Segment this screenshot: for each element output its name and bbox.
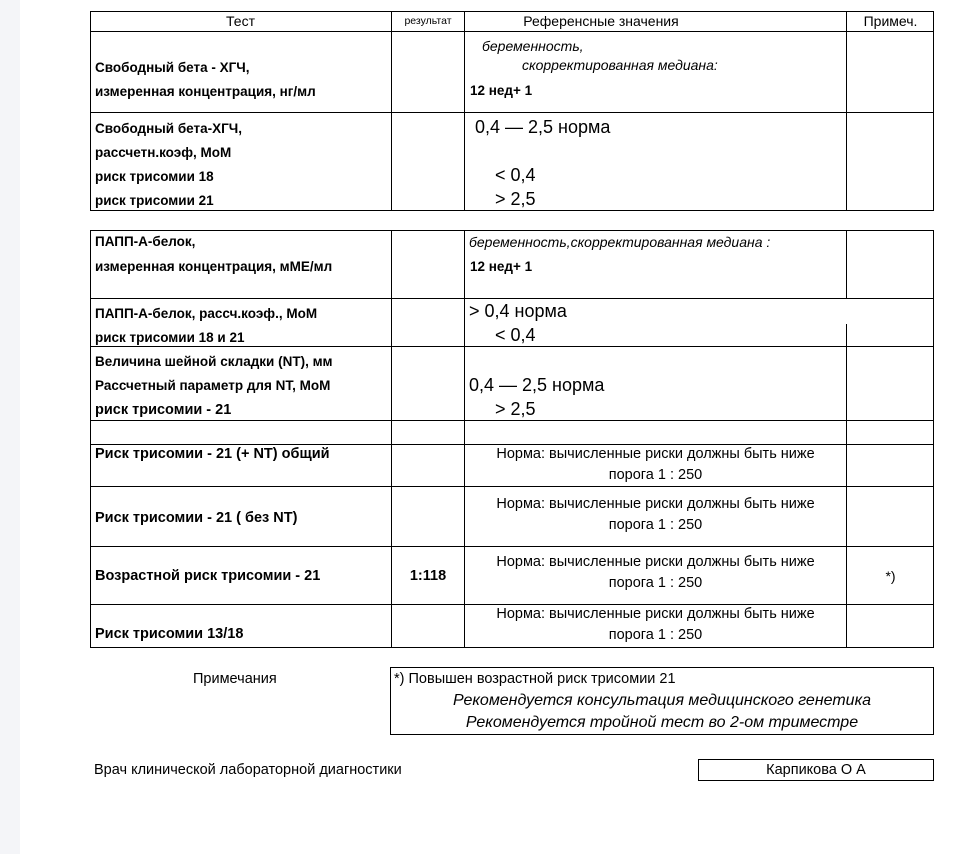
- notes-line-3: Рекомендуется тройной тест во 2-ом триместре: [465, 714, 859, 731]
- nt-name: Величина шейной складки (NT), мм: [95, 354, 333, 369]
- age-risk-ref-line1: Норма: вычисленные риски должны быть ниже: [496, 554, 815, 570]
- col-header-test: Тест: [226, 13, 255, 29]
- risk-total-name: Риск трисомии - 21 (+ NT) общий: [95, 446, 330, 462]
- free-beta-name: Свободный бета - ХГЧ,: [95, 60, 250, 75]
- risk-total-ref-line1: Норма: вычисленные риски должны быть ниже: [496, 446, 815, 462]
- notes-line-2: Рекомендуется консультация медицинского генетика: [452, 692, 872, 709]
- papp-mom-name: ПАПП-А-белок, рассч.коэф., МоМ: [95, 306, 318, 321]
- free-beta-mom-unit: рассчетн.коэф, МоМ: [95, 145, 232, 160]
- free-beta-risk-18: риск трисомии 18: [95, 169, 214, 184]
- signature-name: Карпикова О А: [766, 762, 866, 778]
- papp-name: ПАПП-А-белок,: [95, 234, 196, 249]
- col-header-result: результат: [404, 15, 452, 27]
- age-risk-ref: [465, 552, 846, 594]
- risk-13-18-ref: [465, 604, 846, 646]
- free-beta-mom-ref-low: < 0,4: [495, 165, 536, 185]
- nt-risk: риск трисомии - 21: [95, 402, 232, 418]
- papp-mom-ref-norm: > 0,4 норма: [469, 301, 567, 321]
- risk-no-nt-name: Риск трисомии - 21 ( без NT): [95, 510, 298, 526]
- papp-ref-median: беременность,скорректированная медиана :: [469, 234, 771, 250]
- free-beta-mom-ref-norm: 0,4 — 2,5 норма: [475, 117, 611, 137]
- papp-ref-week: 12 нед+ 1: [470, 259, 533, 274]
- free-beta-unit: измеренная концентрация, нг/мл: [95, 84, 316, 99]
- risk-total-ref-line2: порога 1 : 250: [608, 467, 703, 483]
- notes-line-1: *) Повышен возрастной риск трисомии 21: [394, 671, 676, 687]
- age-risk-result: 1:118: [409, 568, 447, 584]
- free-beta-ref-median: скорректированная медиана:: [522, 57, 718, 73]
- free-beta-mom-ref-high: > 2,5: [495, 189, 536, 209]
- age-risk-name: Возрастной риск трисомии - 21: [95, 568, 321, 584]
- risk-no-nt-ref: [465, 494, 846, 536]
- risk-13-18-ref-line2: порога 1 : 250: [608, 627, 703, 643]
- free-beta-mom-name: Свободный бета-ХГЧ,: [95, 121, 243, 136]
- papp-mom-risk: риск трисомии 18 и 21: [95, 330, 245, 345]
- free-beta-ref-pregnancy: беременность,: [482, 38, 584, 54]
- age-risk-ref-line2: порога 1 : 250: [608, 575, 703, 591]
- risk-13-18-ref-line1: Норма: вычисленные риски должны быть ниже: [496, 606, 815, 622]
- nt-ref-high: > 2,5: [495, 399, 536, 419]
- notes-label: Примечания: [193, 671, 277, 687]
- free-beta-ref-week: 12 нед+ 1: [470, 83, 533, 98]
- age-risk-note: *): [885, 568, 896, 584]
- papp-mom-ref-low: < 0,4: [495, 325, 536, 345]
- risk-total-ref: [465, 444, 846, 486]
- risk-13-18-name: Риск трисомии 13/18: [95, 626, 244, 642]
- risk-no-nt-ref-line1: Норма: вычисленные риски должны быть ниже: [496, 496, 815, 512]
- free-beta-risk-21: риск трисомии 21: [95, 193, 214, 208]
- col-header-note: Примеч.: [863, 13, 918, 29]
- papp-unit: измеренная концентрация, мМЕ/мл: [95, 259, 333, 274]
- signature-label: Врач клинической лабораторной диагностики: [94, 762, 402, 778]
- nt-mom-name: Рассчетный параметр для NT, МоМ: [95, 378, 331, 393]
- nt-ref-norm: 0,4 — 2,5 норма: [469, 375, 605, 395]
- risk-no-nt-ref-line2: порога 1 : 250: [608, 517, 703, 533]
- col-header-reference: Референсные значения: [523, 13, 679, 29]
